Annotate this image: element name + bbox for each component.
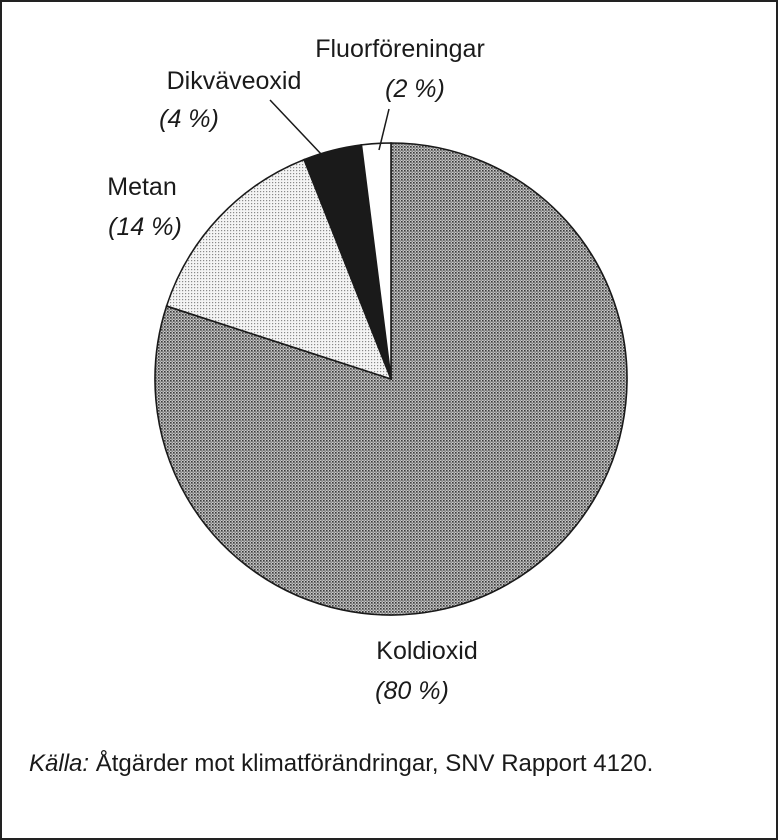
slice-pct-koldioxid: (80 %) xyxy=(375,677,449,705)
slice-label-fluorforeningar: Fluorföreningar xyxy=(315,35,485,63)
source-prefix: Källa: xyxy=(29,750,90,777)
slice-label-dikvaveoxid: Dikväveoxid xyxy=(166,67,302,95)
slice-label-koldioxid: Koldioxid xyxy=(376,637,478,665)
slice-label-metan: Metan xyxy=(107,173,177,201)
source-text: Åtgärder mot klimatförändringar, SNV Rapport 4120. xyxy=(89,750,654,777)
pie-chart xyxy=(2,2,776,742)
slice-pct-dikvaveoxid: (4 %) xyxy=(159,105,219,133)
slice-pct-fluorforeningar: (2 %) xyxy=(385,75,445,103)
leader-line-dikvaveoxid xyxy=(270,100,322,155)
source-note xyxy=(29,747,749,781)
slice-pct-metan: (14 %) xyxy=(108,213,182,241)
